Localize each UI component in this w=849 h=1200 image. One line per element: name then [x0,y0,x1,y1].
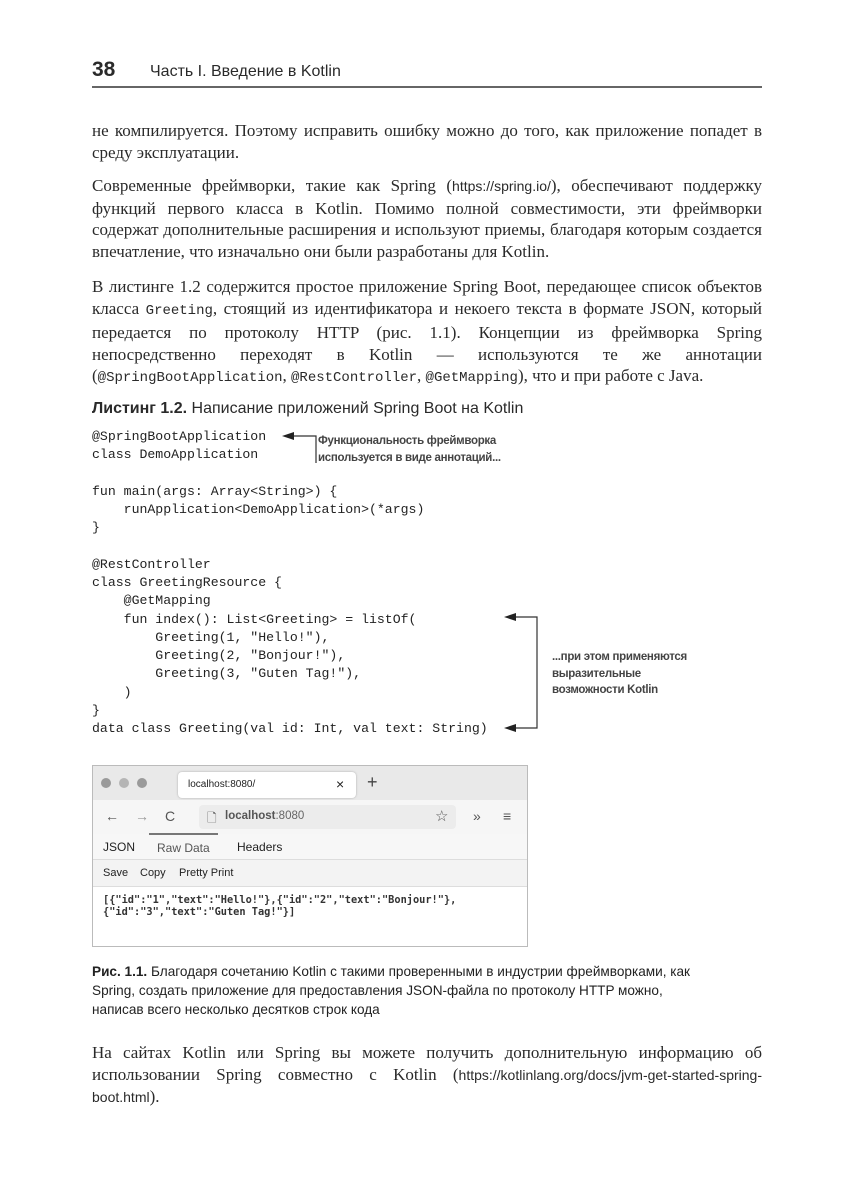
save-button[interactable]: Save [103,867,129,879]
inline-code: Greeting [145,302,213,319]
window-close-dot[interactable] [101,778,111,788]
text: На сайтах Kotlin или Spring вы можете получить дополнительную информацию об использовании Spring совместно с Kotlin ( [92,1043,762,1084]
window-minimize-dot[interactable] [119,778,129,788]
browser-tab[interactable] [178,772,356,798]
code-listing: @SpringBootApplication class DemoApplication fun main(args: Array<String>) { runApplication<DemoApplication>(*args) } @RestController class GreetingResource { @GetMapping fun index(): List<Greeting> = listOf( Greeting(1, "Hello!"), Greeting(2, "Bonjour!"), Greeting(3, "Guten Tag!"), ) } data class Greeting(val id: Int, val text: String) [92,429,488,736]
spring-link[interactable]: https://spring.io/ [452,178,551,194]
address-bar[interactable] [199,805,456,829]
url-host: localhost [225,810,276,822]
page-number: 38 [92,58,116,81]
inline-code: @RestController [291,370,418,386]
bookmark-star-icon[interactable]: ☆ [435,808,449,825]
listing-label: Листинг 1.2. [92,400,188,417]
browser-toolbar [93,800,527,835]
url-text [225,810,304,822]
arrow-line-1 [290,436,316,463]
browser-screenshot [92,765,528,947]
annotation-line: Функциональность фреймворка [318,435,496,447]
figure-label: Рис. 1.1. [92,964,148,979]
annotation-line: используется в виде аннотаций... [318,451,501,464]
arrow-line-2 [512,617,537,728]
viewer-actions [93,860,527,887]
text: ), обеспечивают поддержку функций первого класса в Kotlin. Помимо полной совместимости, эти фреймворки содержат дополнительные расширения и используют приемы, благодаря которым создается впечатление, что изначально они были разработаны для Kotlin. [92,176,762,261]
annotation-2 [552,649,687,699]
forward-icon[interactable]: → [135,808,149,824]
tab-title: localhost:8080/ [188,779,256,790]
text: Современные фреймворки, такие как Spring ( [92,176,453,195]
copy-button[interactable]: Copy [140,867,166,879]
annotation-1 [318,433,501,466]
tab-raw-data[interactable]: Raw Data [149,833,218,855]
reload-icon[interactable]: C [165,808,176,824]
text: ), что и при работе с Java. [517,366,704,385]
arrowhead-icon [282,432,294,440]
annotation-line: выразительные [552,667,641,680]
tab-headers[interactable]: Headers [237,840,283,854]
viewer-tabs [93,834,527,860]
kotlin-docs-link[interactable]: https://kotlinlang.org/docs/jvm-get-started-spring-boot.html [92,1066,762,1105]
text: В листинге 1.2 содержится простое приложение Spring Boot, передающее список объектов класса [92,277,762,318]
close-tab-icon[interactable]: × [336,776,345,792]
listing-caption: Написание приложений Spring Boot на Kotlin [187,400,524,417]
text: , [282,366,292,385]
annotation-line: возможности Kotlin [552,684,658,696]
url-port: :8080 [275,810,305,822]
figure-caption-text: Благодаря сочетанию Kotlin с такими проверенными в индустрии фреймворками, как Spring, создать приложение для предоставления JSON-файла по протоколу HTTP можно, написав всего несколько десятков строк кода [92,964,691,1017]
text: , [417,366,426,385]
paragraph-1: не компилируется. Поэтому исправить ошибку можно до того, как приложение попадет в среду эксплуатации. [92,121,762,162]
inline-code: @SpringBootApplication [97,370,283,386]
tab-json[interactable]: JSON [103,840,136,854]
final-paragraph [92,1042,762,1109]
browser-titlebar [93,766,527,800]
text: , стоящий из идентификатора и некоего текста в формате JSON, который передается по протоколу HTTP (рис. 1.1). Концепции из фреймворка Spring непосредственно переходят в Kotlin — используются те же аннотации ( [92,298,762,385]
overflow-icon[interactable]: » [473,808,481,824]
back-icon[interactable]: ← [105,808,119,824]
figure-caption [92,962,692,1019]
arrowhead-icon [504,613,516,621]
new-tab-button[interactable]: + [367,772,378,792]
inline-code: @GetMapping [425,370,518,386]
page-icon: 🗋 [207,811,217,825]
window-zoom-dot[interactable] [137,778,147,788]
pretty-print-button[interactable]: Pretty Print [179,867,234,879]
menu-icon[interactable]: ≡ [503,808,512,824]
arrowhead-icon [504,724,516,732]
part-title: Часть I. Введение в Kotlin [150,63,341,80]
raw-json-output: [{"id":"1","text":"Hello!"},{"id":"2","text":"Bonjour!"}, {"id":"3","text":"Guten Tag!"}] [103,894,457,918]
annotation-line: ...при этом применяются [552,651,687,663]
text: ). [149,1087,160,1106]
